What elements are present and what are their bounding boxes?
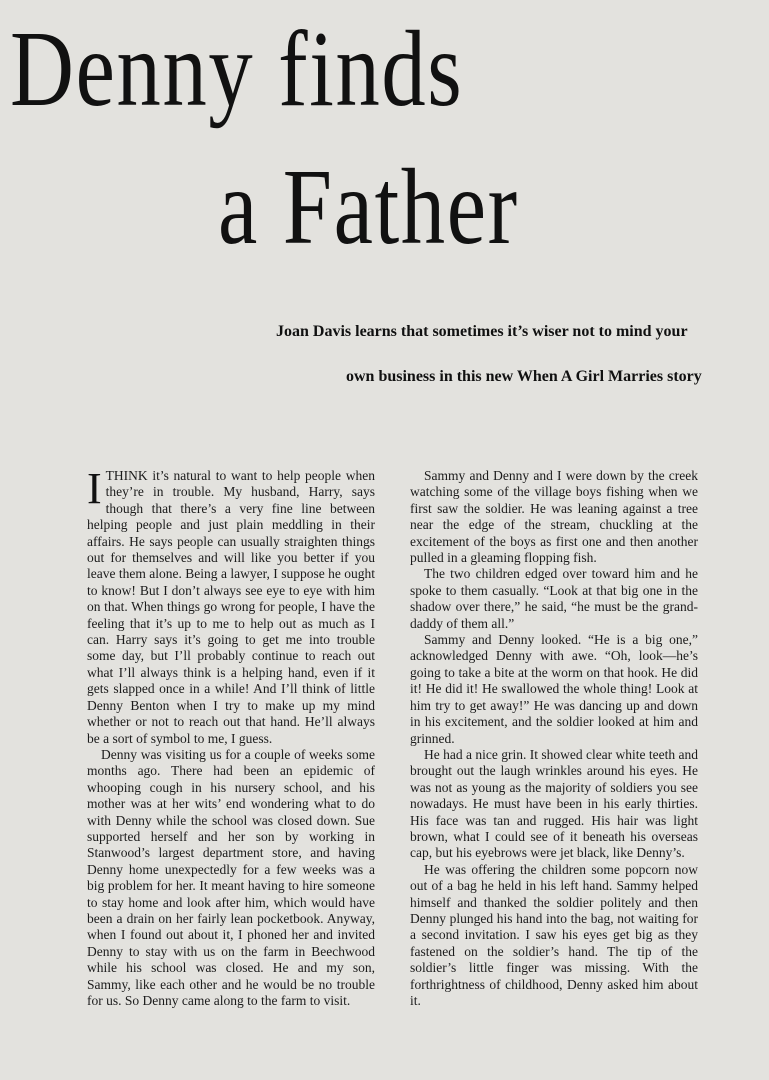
paragraph	[87, 464, 375, 747]
paragraph: He had a nice grin. It showed clear white teeth and brought out the laugh wrinkles around his eyes. He was not as young as the majority of soldiers you see nowadays. He must have been in his early thirties. His face was tan and rugged. His hair was light brown, what I could see of it beneath his overseas cap, but his eyebrows were jet black, like Denny’s.	[410, 746, 699, 861]
paragraph: Sammy and Denny looked. “He is a big one,” acknowledged Denny with awe. “Oh, look—he’s going to take a bite at the worm on that hook. He did it! He did it! He swallowed the whole thing! Look at him try to get away!” He was dancing up and down in his excitement, and the soldier looked at him and grinned.	[410, 632, 698, 746]
paragraph: Sammy and Denny and I were down by the creek watching some of the village boys fishing when we first saw the soldier. He was leaning against a tree near the edge of the stream, chuckling at the excitement of the boys as first one and then another pulled in a gleaming flopping fish.	[410, 468, 698, 566]
paragraph-text: THINK it’s natural to want to help people when they’re in trouble. My husband, Harry, says though that there’s a very fine line between helping people and just plain meddling in their affairs. He says people can usually straighten things out for themselves and will like you better if you leave them alone. Being a lawyer, I suppose he ought to know! But I don’t always see eye to eye with him on that. When things go wrong for people, I have the feeling that it’s up to me to help out as much as I can. Harry says it’s going to get me into trouble some day, but I’ll probably continue to reach out what I’ll always think is a helping hand, even if it gets slapped once in a while! And I’ll think of little Denny Benton when I try to make up my mind whether or not to reach out that hand. He’ll always be a sort of symbol to me, I guess.	[87, 468, 375, 746]
title-line-2: a Father	[218, 148, 519, 267]
paragraph: The two children edged over toward him and he spoke to them casually. “Look at that big one in the shadow over there,” he said, “he must be the grand-daddy of them all.”	[410, 566, 698, 631]
paragraph: He was offering the children some popcorn now out of a bag he held in his left hand. Sammy helped himself and thanked the soldier politely and then Denny plunged his hand into the bag, not waiting for a second invitation. I saw his eyes get big as they fastened on the soldier’s hand. The tip of the soldier’s little finger was missing. With the forthrightness of childhood, Denny asked him about it.	[410, 861, 698, 1008]
drop-cap: I	[87, 464, 102, 513]
subtitle-line-1: Joan Davis learns that sometimes it’s wiser not to mind your	[276, 323, 688, 340]
right-column	[410, 468, 698, 1009]
paragraph: Denny was visiting us for a couple of weeks some months ago. There had been an epidemic of whooping cough in his nursery school, and his mother was at her wits’ end wondering what to do with Denny while the school was closed down. Sue supported herself and her son by working in Stanwood’s largest department store, and having Denny home unexpectedly for a few weeks was a big problem for her. It meant having to hire someone to stay home and look after him, which would have been a drain on her fairly lean pocketbook. Anyway, when I found out about it, I phoned her and invited Denny to stay with us on the farm in Beechwood while his school was closed. He and my son, Sammy, like each other and he would be no trouble for us. So Denny came along to the farm to visit.	[87, 746, 375, 1008]
title-line-1: Denny finds	[10, 10, 464, 129]
subtitle-line-2: own business in this new When A Girl Marries story	[346, 368, 702, 385]
left-column	[87, 464, 375, 1009]
